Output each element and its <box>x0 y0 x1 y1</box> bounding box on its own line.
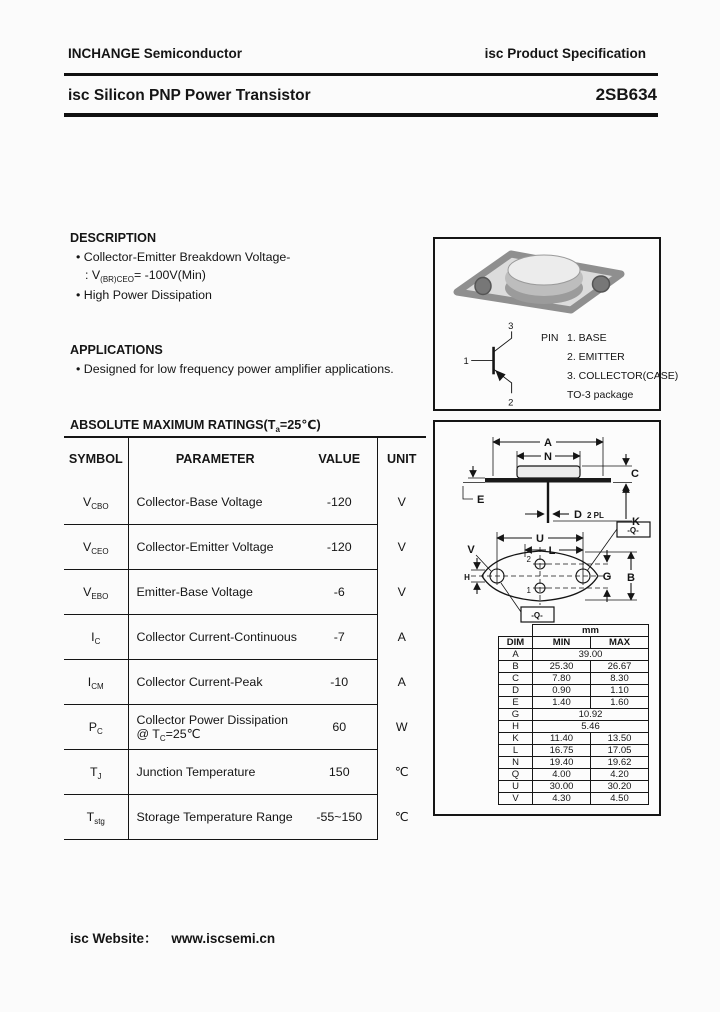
value: -10 <box>302 660 377 705</box>
table-row: Q 4.00 4.20 <box>499 769 649 781</box>
parameter: Collector-Emitter Voltage <box>128 525 302 570</box>
bullet: • <box>76 362 81 376</box>
col-parameter: PARAMETER <box>128 437 302 480</box>
dim-label-A: A <box>544 437 552 449</box>
pin-list-row: 2. EMITTER <box>567 351 625 363</box>
mounting-hole-right <box>593 276 610 292</box>
bullet: • <box>76 250 81 264</box>
value: -6 <box>302 570 377 615</box>
col-dim: DIM <box>499 637 533 649</box>
emitter-arrow <box>495 370 505 381</box>
website-label: Website： <box>92 931 158 946</box>
table-row <box>64 480 426 525</box>
description-item: • Collector-Emitter Breakdown Voltage- <box>76 250 291 264</box>
symbol: $V_{EBO}$ <box>83 584 109 601</box>
can-top <box>508 255 580 285</box>
pin2-label: 2 <box>526 555 531 564</box>
value: -55~150 <box>302 795 377 840</box>
table-header-row <box>499 625 649 637</box>
parameter: Collector Power Dissipation @ $T_C=25℃$ <box>128 705 302 750</box>
brand-logo: isc <box>484 46 504 61</box>
table-row: U 30.00 30.20 <box>499 781 649 793</box>
dim-label-K: K <box>632 516 640 528</box>
unit: V <box>397 584 406 599</box>
spec-title <box>485 46 646 61</box>
symbol: $I_C$ <box>91 629 101 646</box>
parameter: Junction Temperature <box>128 750 302 795</box>
to3-package-photo <box>449 244 645 322</box>
unit: ℃ <box>394 809 409 824</box>
table-row: A 39.00 <box>499 649 649 661</box>
table-row <box>64 525 426 570</box>
unit: V <box>397 539 406 554</box>
table-row <box>64 570 426 615</box>
dim-label-L: L <box>548 545 556 557</box>
value: 150 <box>302 750 377 795</box>
table-row: B 25.30 26.67 <box>499 661 649 673</box>
table-row: E 1.40 1.60 <box>499 697 649 709</box>
website-url: www.iscsemi.cn <box>171 931 276 946</box>
parameter: Collector Current-Peak <box>128 660 302 705</box>
footer <box>70 927 275 947</box>
description-heading: DESCRIPTION <box>70 231 157 245</box>
col-unit: UNIT <box>377 437 426 480</box>
value: 60 <box>302 705 377 750</box>
pin-number-collector: 3 <box>508 321 514 332</box>
product-title: Silicon PNP Power Transistor <box>93 87 311 104</box>
ratings-table <box>64 436 426 840</box>
parameter: Storage Temperature Range <box>128 795 302 840</box>
col-min: MIN <box>533 637 591 649</box>
applications-heading: APPLICATIONS <box>70 343 163 357</box>
dim-label-B: B <box>627 572 635 584</box>
dim-label-U: U <box>536 533 544 545</box>
table-row <box>64 795 426 840</box>
dim-label-G: G <box>602 571 612 583</box>
brand-logo: isc <box>70 931 89 946</box>
package-name: TO-3 package <box>567 389 634 401</box>
table-row: L 16.75 17.05 <box>499 745 649 757</box>
unit: A <box>397 674 406 689</box>
table-header-row <box>499 637 649 649</box>
brand-logo: isc <box>68 87 90 104</box>
table-row: V 4.30 4.50 <box>499 793 649 805</box>
col-max: MAX <box>591 637 649 649</box>
parameter: Collector Current-Continuous <box>128 615 302 660</box>
package-box <box>433 237 679 411</box>
pin-heading: PIN <box>541 332 559 344</box>
unit: W <box>395 719 408 734</box>
description-item: : $V_{(BR)CEO}= -100V(Min)$ <box>85 268 206 284</box>
table-header-row <box>64 437 426 480</box>
flange-side-view <box>485 478 611 483</box>
dim-label-E: E <box>477 494 485 506</box>
applications-item: • Designed for low frequency power amplifier applications. <box>76 362 394 376</box>
spec-label: Product Specification <box>507 46 646 61</box>
dim-label-D: D <box>574 509 582 521</box>
symbol: $T_{stg}$ <box>86 809 105 826</box>
dim-label-N: N <box>544 451 552 463</box>
company-name: INCHANGE Semiconductor <box>68 46 243 61</box>
table-row: C 7.80 8.30 <box>499 673 649 685</box>
can-side-view <box>517 466 580 478</box>
dim-label-V: V <box>467 544 475 556</box>
value: -7 <box>302 615 377 660</box>
table-row <box>64 705 426 750</box>
dim-label-2PL: 2 PL <box>587 511 604 520</box>
outline-drawing <box>435 426 655 624</box>
dim-label-C: C <box>631 468 639 480</box>
unit: V <box>397 495 406 510</box>
unit-header: mm <box>533 625 649 637</box>
datum-q-label: -Q- <box>531 611 543 620</box>
table-row: N 19.40 19.62 <box>499 757 649 769</box>
pin-list-row: 3. COLLECTOR(CASE) <box>567 370 679 382</box>
parameter: Emitter-Base Voltage <box>128 570 302 615</box>
pin1-label: 1 <box>526 586 531 595</box>
description-item: • High Power Dissipation <box>76 288 212 302</box>
collector-lead <box>494 331 512 352</box>
part-number: 2SB634 <box>595 85 657 104</box>
pnp-transistor-symbol <box>457 321 537 407</box>
dimensions-table <box>498 624 649 805</box>
value: -120 <box>302 480 377 525</box>
pin-list-row: PIN 1. BASE <box>541 329 678 348</box>
symbol: $V_{CEO}$ <box>82 539 109 556</box>
page-title <box>68 87 311 105</box>
table-row <box>64 615 426 660</box>
symbol: $V_{CBO}$ <box>82 494 109 511</box>
ratings-heading: ABSOLUTE MAXIMUM $RATINGS(T_a=25℃)$ <box>70 418 321 434</box>
table-row: D 0.90 1.10 <box>499 685 649 697</box>
dim-label-H: H <box>464 573 470 582</box>
col-symbol: SYMBOL <box>64 437 128 480</box>
unit: A <box>397 629 406 644</box>
pin-number-emitter: 2 <box>508 397 514 407</box>
table-row: H 5.46 <box>499 721 649 733</box>
datum-q-label: -Q- <box>627 526 639 535</box>
header-rule-top <box>64 73 658 76</box>
symbol: $P_C$ <box>88 719 103 736</box>
outline-box <box>433 420 661 816</box>
unit: ℃ <box>394 764 409 779</box>
table-row: K 11.40 13.50 <box>499 733 649 745</box>
bullet: • <box>76 288 81 302</box>
pin-number-base: 1 <box>463 356 469 367</box>
mounting-hole-left <box>475 278 491 295</box>
emitter-lead <box>494 369 512 393</box>
header-rule-bottom <box>64 113 658 117</box>
table-row <box>64 750 426 795</box>
symbol: $T_J$ <box>89 764 102 781</box>
pin-list <box>541 329 678 405</box>
symbol: $I_{CM}$ <box>87 674 104 691</box>
table-row <box>64 660 426 705</box>
value: -120 <box>302 525 377 570</box>
table-row: G 10.92 <box>499 709 649 721</box>
col-value: VALUE <box>302 437 377 480</box>
parameter: Collector-Base Voltage <box>128 480 302 525</box>
